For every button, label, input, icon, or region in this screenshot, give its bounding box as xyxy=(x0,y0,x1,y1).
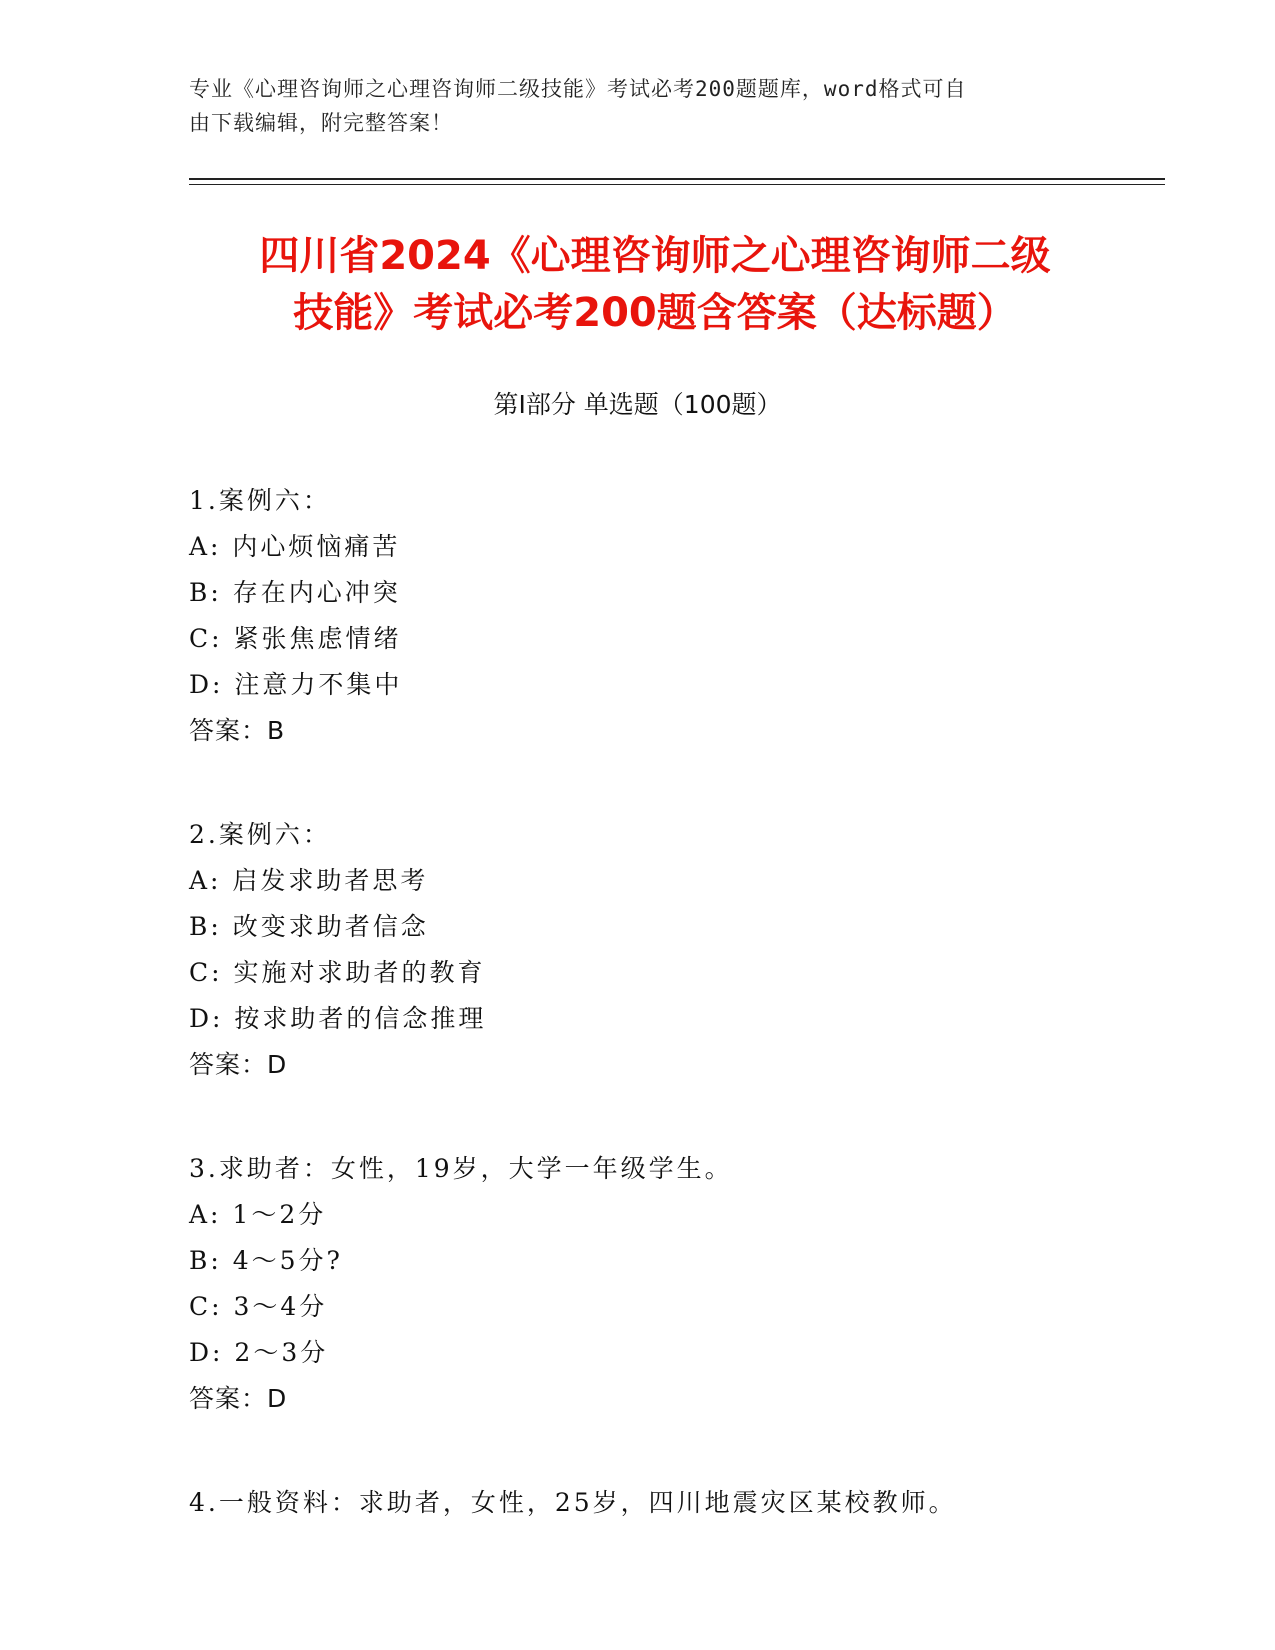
question-item xyxy=(189,478,1149,754)
section-title: 第Ⅰ部分 单选题（100题） xyxy=(493,390,782,419)
option-d: D: 按求助者的信念推理 xyxy=(189,1004,487,1033)
answer-text: 答案：B xyxy=(189,716,286,745)
header-note-line-1: 专业《心理咨询师之心理咨询师二级技能》考试必考200题题库，word格式可自 xyxy=(189,77,967,101)
answer-text: 答案：D xyxy=(189,1384,288,1413)
option-a: A: 1～2分 xyxy=(189,1200,327,1229)
document-title-line-1: 四川省2024《心理咨询师之心理咨询师二级 xyxy=(259,233,1051,279)
document-title-line-2: 技能》考试必考200题含答案（达标题） xyxy=(293,290,1017,336)
question-stem: 4.一般资料：求助者，女性，25岁，四川地震灾区某校教师。 xyxy=(189,1488,957,1517)
question-item xyxy=(189,1146,1149,1422)
question-stem: 2.案例六： xyxy=(189,820,331,849)
option-c: C: 实施对求助者的教育 xyxy=(189,958,486,987)
option-b: B: 4～5分? xyxy=(189,1246,343,1275)
question-item xyxy=(189,1480,1149,1526)
option-a: A: 内心烦恼痛苦 xyxy=(189,532,401,561)
question-list xyxy=(189,478,1149,1584)
option-b: B: 存在内心冲突 xyxy=(189,578,401,607)
header-divider-thin xyxy=(189,184,1165,185)
option-b: B: 改变求助者信念 xyxy=(189,912,429,941)
header-note xyxy=(189,72,1089,140)
question-item xyxy=(189,812,1149,1088)
option-d: D: 2～3分 xyxy=(189,1338,329,1367)
question-stem: 1.案例六： xyxy=(189,486,331,515)
option-a: A: 启发求助者思考 xyxy=(189,866,429,895)
option-c: C: 3～4分 xyxy=(189,1292,328,1321)
question-stem: 3.求助者：女性，19岁，大学一年级学生。 xyxy=(189,1154,733,1183)
header-divider-thick xyxy=(189,178,1165,180)
option-c: C: 紧张焦虑情绪 xyxy=(189,624,402,653)
header-note-line-2: 由下载编辑，附完整答案！ xyxy=(189,111,453,135)
answer-text: 答案：D xyxy=(189,1050,288,1079)
option-d: D: 注意力不集中 xyxy=(189,670,403,699)
document-title xyxy=(190,228,1120,342)
